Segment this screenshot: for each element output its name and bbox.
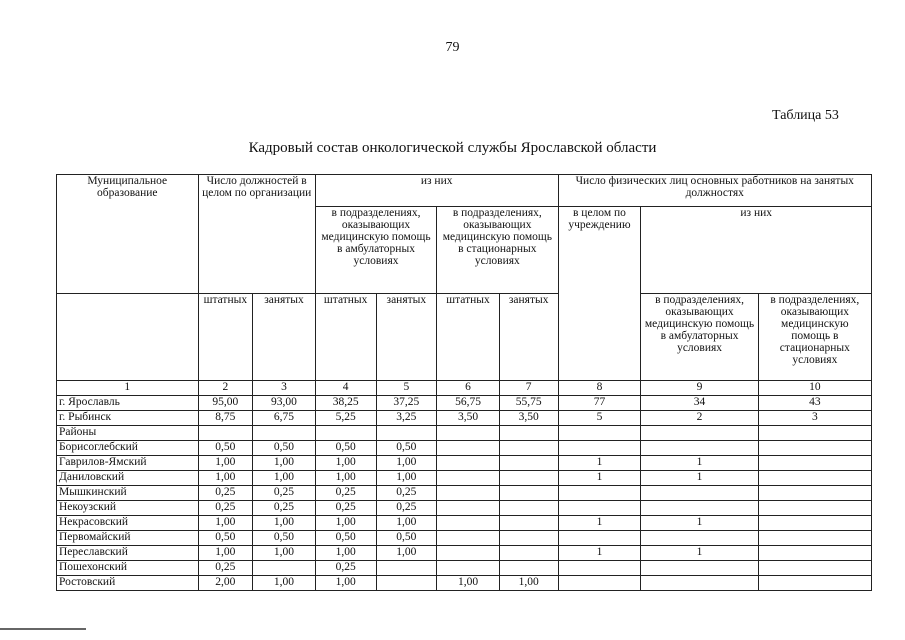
cell-col5: 1,00 — [376, 471, 437, 486]
cell-col9: 2 — [641, 411, 758, 426]
cell-col8: 1 — [558, 546, 641, 561]
table-row — [57, 531, 872, 546]
cell-col7 — [499, 486, 558, 501]
cell-col4: 0,25 — [315, 486, 376, 501]
cell-col3: 0,25 — [253, 486, 316, 501]
cell-col7 — [499, 456, 558, 471]
document-title: Кадровый состав онкологической службы Ярославской области — [248, 140, 657, 156]
column-number-6: 6 — [437, 381, 500, 396]
cell-col9: 1 — [641, 456, 758, 471]
cell-col3: 1,00 — [253, 516, 316, 531]
cell-col2: 8,75 — [198, 411, 253, 426]
cell-col5 — [376, 426, 437, 441]
column-number-4: 4 — [315, 381, 376, 396]
header-persons-total: Число физических лиц основных работников на занятых должностях — [558, 175, 872, 207]
table-label: Таблица 53 — [772, 108, 839, 123]
staff-table — [56, 174, 872, 591]
cell-col5: 0,25 — [376, 501, 437, 516]
header-cell-empty — [57, 294, 199, 381]
cell-col8 — [558, 561, 641, 576]
cell-col6 — [437, 456, 500, 471]
header-persons-in-institution: в целом по учреждению — [558, 207, 641, 381]
header-of-them: из них — [315, 175, 558, 207]
cell-col7: 55,75 — [499, 396, 558, 411]
cell-col7 — [499, 501, 558, 516]
cell-col4: 1,00 — [315, 516, 376, 531]
cell-col10 — [758, 576, 871, 591]
cell-col10 — [758, 561, 871, 576]
page-number: 79 — [445, 40, 460, 55]
cell-col5: 0,25 — [376, 486, 437, 501]
cell-col9: 34 — [641, 396, 758, 411]
cell-col9 — [641, 441, 758, 456]
cell-col5 — [376, 561, 437, 576]
cell-col9 — [641, 561, 758, 576]
cell-col10 — [758, 546, 871, 561]
cell-col3: 6,75 — [253, 411, 316, 426]
cell-col3: 1,00 — [253, 576, 316, 591]
cell-col3 — [253, 561, 316, 576]
cell-col9 — [641, 501, 758, 516]
table-row — [57, 426, 872, 441]
cell-col8 — [558, 441, 641, 456]
cell-col2: 1,00 — [198, 456, 253, 471]
cell-col5: 0,50 — [376, 441, 437, 456]
municipality-name: Переславский — [57, 546, 199, 561]
municipality-name: Даниловский — [57, 471, 199, 486]
cell-col4 — [315, 426, 376, 441]
cell-col7 — [499, 516, 558, 531]
municipality-name: Пошехонский — [57, 561, 199, 576]
column-number-1: 1 — [57, 381, 199, 396]
cell-col6 — [437, 516, 500, 531]
cell-col9 — [641, 426, 758, 441]
cell-col10 — [758, 501, 871, 516]
table-row — [57, 516, 872, 531]
cell-col6 — [437, 426, 500, 441]
cell-col7: 3,50 — [499, 411, 558, 426]
cell-col2: 1,00 — [198, 546, 253, 561]
header-staff-col2: штатных — [198, 294, 253, 381]
cell-col6 — [437, 561, 500, 576]
cell-col7 — [499, 531, 558, 546]
cell-col5: 0,50 — [376, 531, 437, 546]
column-number-7: 7 — [499, 381, 558, 396]
cell-col4: 1,00 — [315, 456, 376, 471]
header-stationary: в подразделениях, оказывающих медицинскую помощь в стационарных условиях — [437, 207, 558, 294]
table-row — [57, 456, 872, 471]
cell-col3: 93,00 — [253, 396, 316, 411]
cell-col7 — [499, 546, 558, 561]
municipality-name: Ростовский — [57, 576, 199, 591]
cell-col5: 37,25 — [376, 396, 437, 411]
cell-col3: 0,25 — [253, 501, 316, 516]
cell-col8: 1 — [558, 516, 641, 531]
table-row — [57, 501, 872, 516]
cell-col2: 0,50 — [198, 531, 253, 546]
municipality-name: Борисоглебский — [57, 441, 199, 456]
table-row — [57, 546, 872, 561]
cell-col4: 0,50 — [315, 531, 376, 546]
header-staff-col6: штатных — [437, 294, 500, 381]
cell-col4: 5,25 — [315, 411, 376, 426]
cell-col6: 1,00 — [437, 576, 500, 591]
cell-col2: 0,50 — [198, 441, 253, 456]
cell-col2: 0,25 — [198, 501, 253, 516]
cell-col3: 0,50 — [253, 441, 316, 456]
municipality-name: Мышкинский — [57, 486, 199, 501]
municipality-name: Первомайский — [57, 531, 199, 546]
header-ambulatory-2: в подразделениях, оказывающих медицинскую помощь в амбулаторных условиях — [641, 294, 758, 381]
cell-col8 — [558, 576, 641, 591]
municipality-name: Некоузский — [57, 501, 199, 516]
cell-col8 — [558, 486, 641, 501]
cell-col9: 1 — [641, 516, 758, 531]
cell-col5: 1,00 — [376, 516, 437, 531]
column-number-row — [57, 381, 872, 396]
cell-col9: 1 — [641, 546, 758, 561]
cell-col6: 56,75 — [437, 396, 500, 411]
cell-col2: 1,00 — [198, 516, 253, 531]
column-number-10: 10 — [758, 381, 871, 396]
cell-col10 — [758, 471, 871, 486]
cell-col2: 2,00 — [198, 576, 253, 591]
header-stationary-2: в подразделениях, оказывающих медицинскую помощь в стационарных условиях — [758, 294, 871, 381]
cell-col2: 1,00 — [198, 471, 253, 486]
cell-col7 — [499, 441, 558, 456]
cell-col8: 77 — [558, 396, 641, 411]
table-row — [57, 561, 872, 576]
cell-col6 — [437, 441, 500, 456]
cell-col9: 1 — [641, 471, 758, 486]
column-number-5: 5 — [376, 381, 437, 396]
cell-col10: 43 — [758, 396, 871, 411]
cell-col9 — [641, 531, 758, 546]
cell-col4: 0,25 — [315, 561, 376, 576]
cell-col6 — [437, 501, 500, 516]
cell-col7 — [499, 471, 558, 486]
table-row — [57, 411, 872, 426]
cell-col10: 3 — [758, 411, 871, 426]
header-occupied-col5: занятых — [376, 294, 437, 381]
cell-col8: 5 — [558, 411, 641, 426]
municipality-name: г. Ярославль — [57, 396, 199, 411]
cell-col3: 1,00 — [253, 471, 316, 486]
cell-col6: 3,50 — [437, 411, 500, 426]
cell-col4: 0,50 — [315, 441, 376, 456]
table-row — [57, 441, 872, 456]
municipality-name: Районы — [57, 426, 199, 441]
footer-rule — [0, 628, 86, 630]
cell-col5 — [376, 576, 437, 591]
table-row — [57, 576, 872, 591]
cell-col6 — [437, 546, 500, 561]
cell-col4: 38,25 — [315, 396, 376, 411]
header-occupied-col7: занятых — [499, 294, 558, 381]
header-occupied-col3: занятых — [253, 294, 316, 381]
cell-col8 — [558, 501, 641, 516]
cell-col9 — [641, 486, 758, 501]
cell-col8: 1 — [558, 471, 641, 486]
cell-col4: 1,00 — [315, 576, 376, 591]
header-positions-total: Число должностей в целом по организации — [198, 175, 315, 294]
cell-col2 — [198, 426, 253, 441]
column-number-2: 2 — [198, 381, 253, 396]
cell-col2: 0,25 — [198, 561, 253, 576]
municipality-name: Некрасовский — [57, 516, 199, 531]
header-municipality: Муниципальное образование — [57, 175, 199, 294]
header-of-them-2: из них — [641, 207, 872, 294]
header-ambulatory: в подразделениях, оказывающих медицинскую помощь в амбулаторных условиях — [315, 207, 436, 294]
municipality-name: г. Рыбинск — [57, 411, 199, 426]
cell-col3: 1,00 — [253, 546, 316, 561]
municipality-name: Гаврилов-Ямский — [57, 456, 199, 471]
cell-col3: 1,00 — [253, 456, 316, 471]
cell-col8 — [558, 531, 641, 546]
cell-col10 — [758, 486, 871, 501]
cell-col10 — [758, 426, 871, 441]
cell-col10 — [758, 441, 871, 456]
cell-col2: 0,25 — [198, 486, 253, 501]
cell-col4: 0,25 — [315, 501, 376, 516]
cell-col10 — [758, 531, 871, 546]
cell-col5: 3,25 — [376, 411, 437, 426]
cell-col8: 1 — [558, 456, 641, 471]
cell-col3 — [253, 426, 316, 441]
cell-col7 — [499, 561, 558, 576]
cell-col7 — [499, 426, 558, 441]
cell-col5: 1,00 — [376, 546, 437, 561]
cell-col8 — [558, 426, 641, 441]
table-row — [57, 471, 872, 486]
cell-col6 — [437, 471, 500, 486]
column-number-3: 3 — [253, 381, 316, 396]
cell-col10 — [758, 456, 871, 471]
cell-col10 — [758, 516, 871, 531]
column-number-9: 9 — [641, 381, 758, 396]
cell-col6 — [437, 486, 500, 501]
cell-col4: 1,00 — [315, 546, 376, 561]
header-staff-col4: штатных — [315, 294, 376, 381]
table-row — [57, 396, 872, 411]
column-number-8: 8 — [558, 381, 641, 396]
cell-col2: 95,00 — [198, 396, 253, 411]
cell-col4: 1,00 — [315, 471, 376, 486]
cell-col3: 0,50 — [253, 531, 316, 546]
cell-col7: 1,00 — [499, 576, 558, 591]
cell-col5: 1,00 — [376, 456, 437, 471]
table-row — [57, 486, 872, 501]
cell-col9 — [641, 576, 758, 591]
cell-col6 — [437, 531, 500, 546]
